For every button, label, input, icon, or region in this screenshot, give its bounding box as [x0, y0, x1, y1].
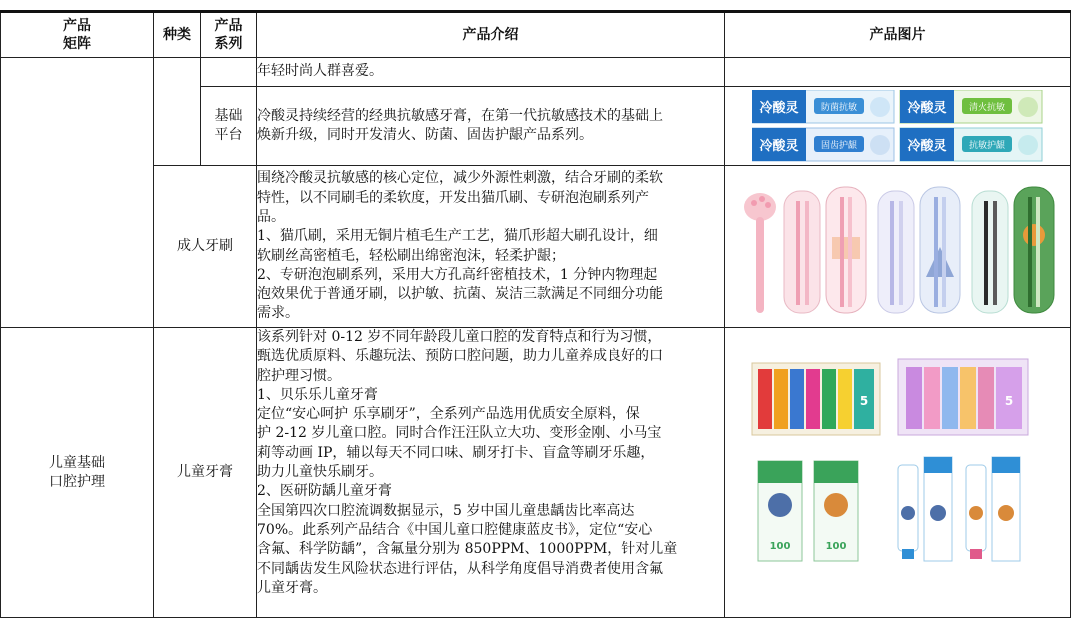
- cat-paw-toothbrush: [744, 193, 776, 313]
- image-base-toothpaste: [725, 87, 1071, 166]
- series-cell-continued: [201, 58, 257, 87]
- kids-toothpaste-tube: [966, 465, 986, 559]
- toothbrush-pack: [826, 187, 866, 313]
- matrix-cell-continued: [1, 58, 154, 328]
- toothbrush-pack: [920, 187, 960, 313]
- image-kids-toothpaste: [725, 328, 1071, 618]
- kids-toothpaste-box: [924, 457, 952, 561]
- category-adult-toothbrush: 成人牙刷: [154, 166, 257, 328]
- toothbrush-pack: [878, 191, 914, 313]
- header-category: 种类: [154, 12, 201, 58]
- svg-text:5: 5: [1004, 393, 1013, 408]
- kids-toothpaste-box: [814, 461, 858, 561]
- svg-text:抗敏护龈: 抗敏护龈: [968, 141, 1005, 151]
- toothpaste-box: [752, 90, 894, 123]
- toothbrush-pack: [1014, 187, 1054, 313]
- svg-text:5: 5: [859, 393, 868, 408]
- toothbrush-packs-image: [738, 177, 1058, 317]
- kids-toothpaste-box: [758, 461, 802, 561]
- svg-text:清火抗敏: 清火抗敏: [968, 103, 1005, 113]
- svg-text:防菌抗敏: 防菌抗敏: [820, 103, 857, 113]
- toothpaste-box: [752, 128, 894, 161]
- category-cell-continued: [154, 58, 201, 166]
- svg-text:100: 100: [769, 540, 790, 552]
- toothpaste-box: [900, 128, 1042, 161]
- header-product-intro: 产品介绍: [257, 12, 725, 58]
- matrix-kids-oral-care: 儿童基础 口腔护理: [1, 328, 154, 618]
- image-cell-continued: [725, 58, 1071, 87]
- kids-toothpaste-box: [992, 457, 1020, 561]
- svg-text:固齿护龈: 固齿护龈: [820, 141, 857, 151]
- header-row: [1, 12, 1071, 58]
- kids-toothpaste-tube: [898, 465, 918, 559]
- intro-adult-toothbrush: 围绕冷酸灵抗敏感的核心定位，减少外源性刺激，结合牙刷的柔软 特性，以不同刷毛的柔软度，开发出猫爪刷、专研泡泡刷系列产 品。 1、猫爪刷，采用无铜片植毛生产工艺，猫爪形超大刷孔设计，细 软刷丝高密植毛，轻松刷出绵密泡沫，轻柔护龈； 2、专研泡泡刷系列，采用大方孔高纤密植技术，1 分钟内物理起 泡效果优于普通牙刷，以护敏、抗菌、炭洁三款满足不同细分功能 需求。: [257, 166, 725, 328]
- header-product-image: 产品图片: [725, 12, 1071, 58]
- svg-text:冷酸灵: 冷酸灵: [758, 101, 799, 116]
- intro-kids-toothpaste: 该系列针对 0-12 岁不同年龄段儿童口腔的发育特点和行为习惯， 甄选优质原料、乐趣玩法、预防口腔问题，助力儿童养成良好的口 腔护理习惯。 1、贝乐乐儿童牙膏 定位“安心呵护 乐享刷牙”，全系列产品选用优质安全原料，保 护 2-12 岁儿童口腔。同时合作汪汪队立大功、变形金刚、小马宝 莉等动画 IP，辅以每天不同口味、刷牙打卡、盲盒等刷牙乐趣， 助力儿童快乐刷牙。 2、医研防龋儿童牙膏 全国第四次口腔流调数据显示，5 岁中国儿童患龋齿比率高达 70%。此系列产品结合《中国儿童口腔健康蓝皮书》，定位“安心 含氟、科学防龋”，含氟量分别为 850PPM、1000PPM，针对儿童 不同龋齿发生风险状态进行评估，从科学角度倡导消费者使用含氟 儿童牙膏。: [257, 328, 725, 618]
- toothpaste-boxes-image: [752, 90, 1044, 162]
- intro-cell-continued: 年轻时尚人群喜爱。: [257, 58, 725, 87]
- table-row: [1, 328, 1071, 618]
- header-product-matrix: 产品 矩阵: [1, 12, 154, 58]
- toothbrush-pack: [972, 191, 1008, 313]
- toothpaste-box: [900, 90, 1042, 123]
- svg-text:100: 100: [825, 540, 846, 552]
- table-row: [1, 58, 1071, 87]
- header-product-series: 产品 系列: [201, 12, 257, 58]
- image-adult-toothbrush: [725, 166, 1071, 328]
- intro-base-platform: 冷酸灵持续经营的经典抗敏感牙膏，在第一代抗敏感技术的基础上 焕新升级，同时开发清火、防菌、固齿护龈产品系列。: [257, 87, 725, 166]
- category-kids-toothpaste: 儿童牙膏: [154, 328, 257, 618]
- kids-gift-pack-paw-patrol: [752, 363, 880, 435]
- svg-text:冷酸灵: 冷酸灵: [758, 139, 799, 154]
- series-base-platform: 基础 平台: [201, 87, 257, 166]
- product-matrix-table: [0, 10, 1071, 618]
- kids-toothpaste-image: [748, 353, 1048, 593]
- toothbrush-pack: [784, 191, 820, 313]
- kids-gift-pack-my-little-pony: [898, 359, 1028, 435]
- svg-text:冷酸灵: 冷酸灵: [906, 101, 947, 116]
- table-row: [1, 166, 1071, 328]
- svg-text:冷酸灵: 冷酸灵: [906, 139, 947, 154]
